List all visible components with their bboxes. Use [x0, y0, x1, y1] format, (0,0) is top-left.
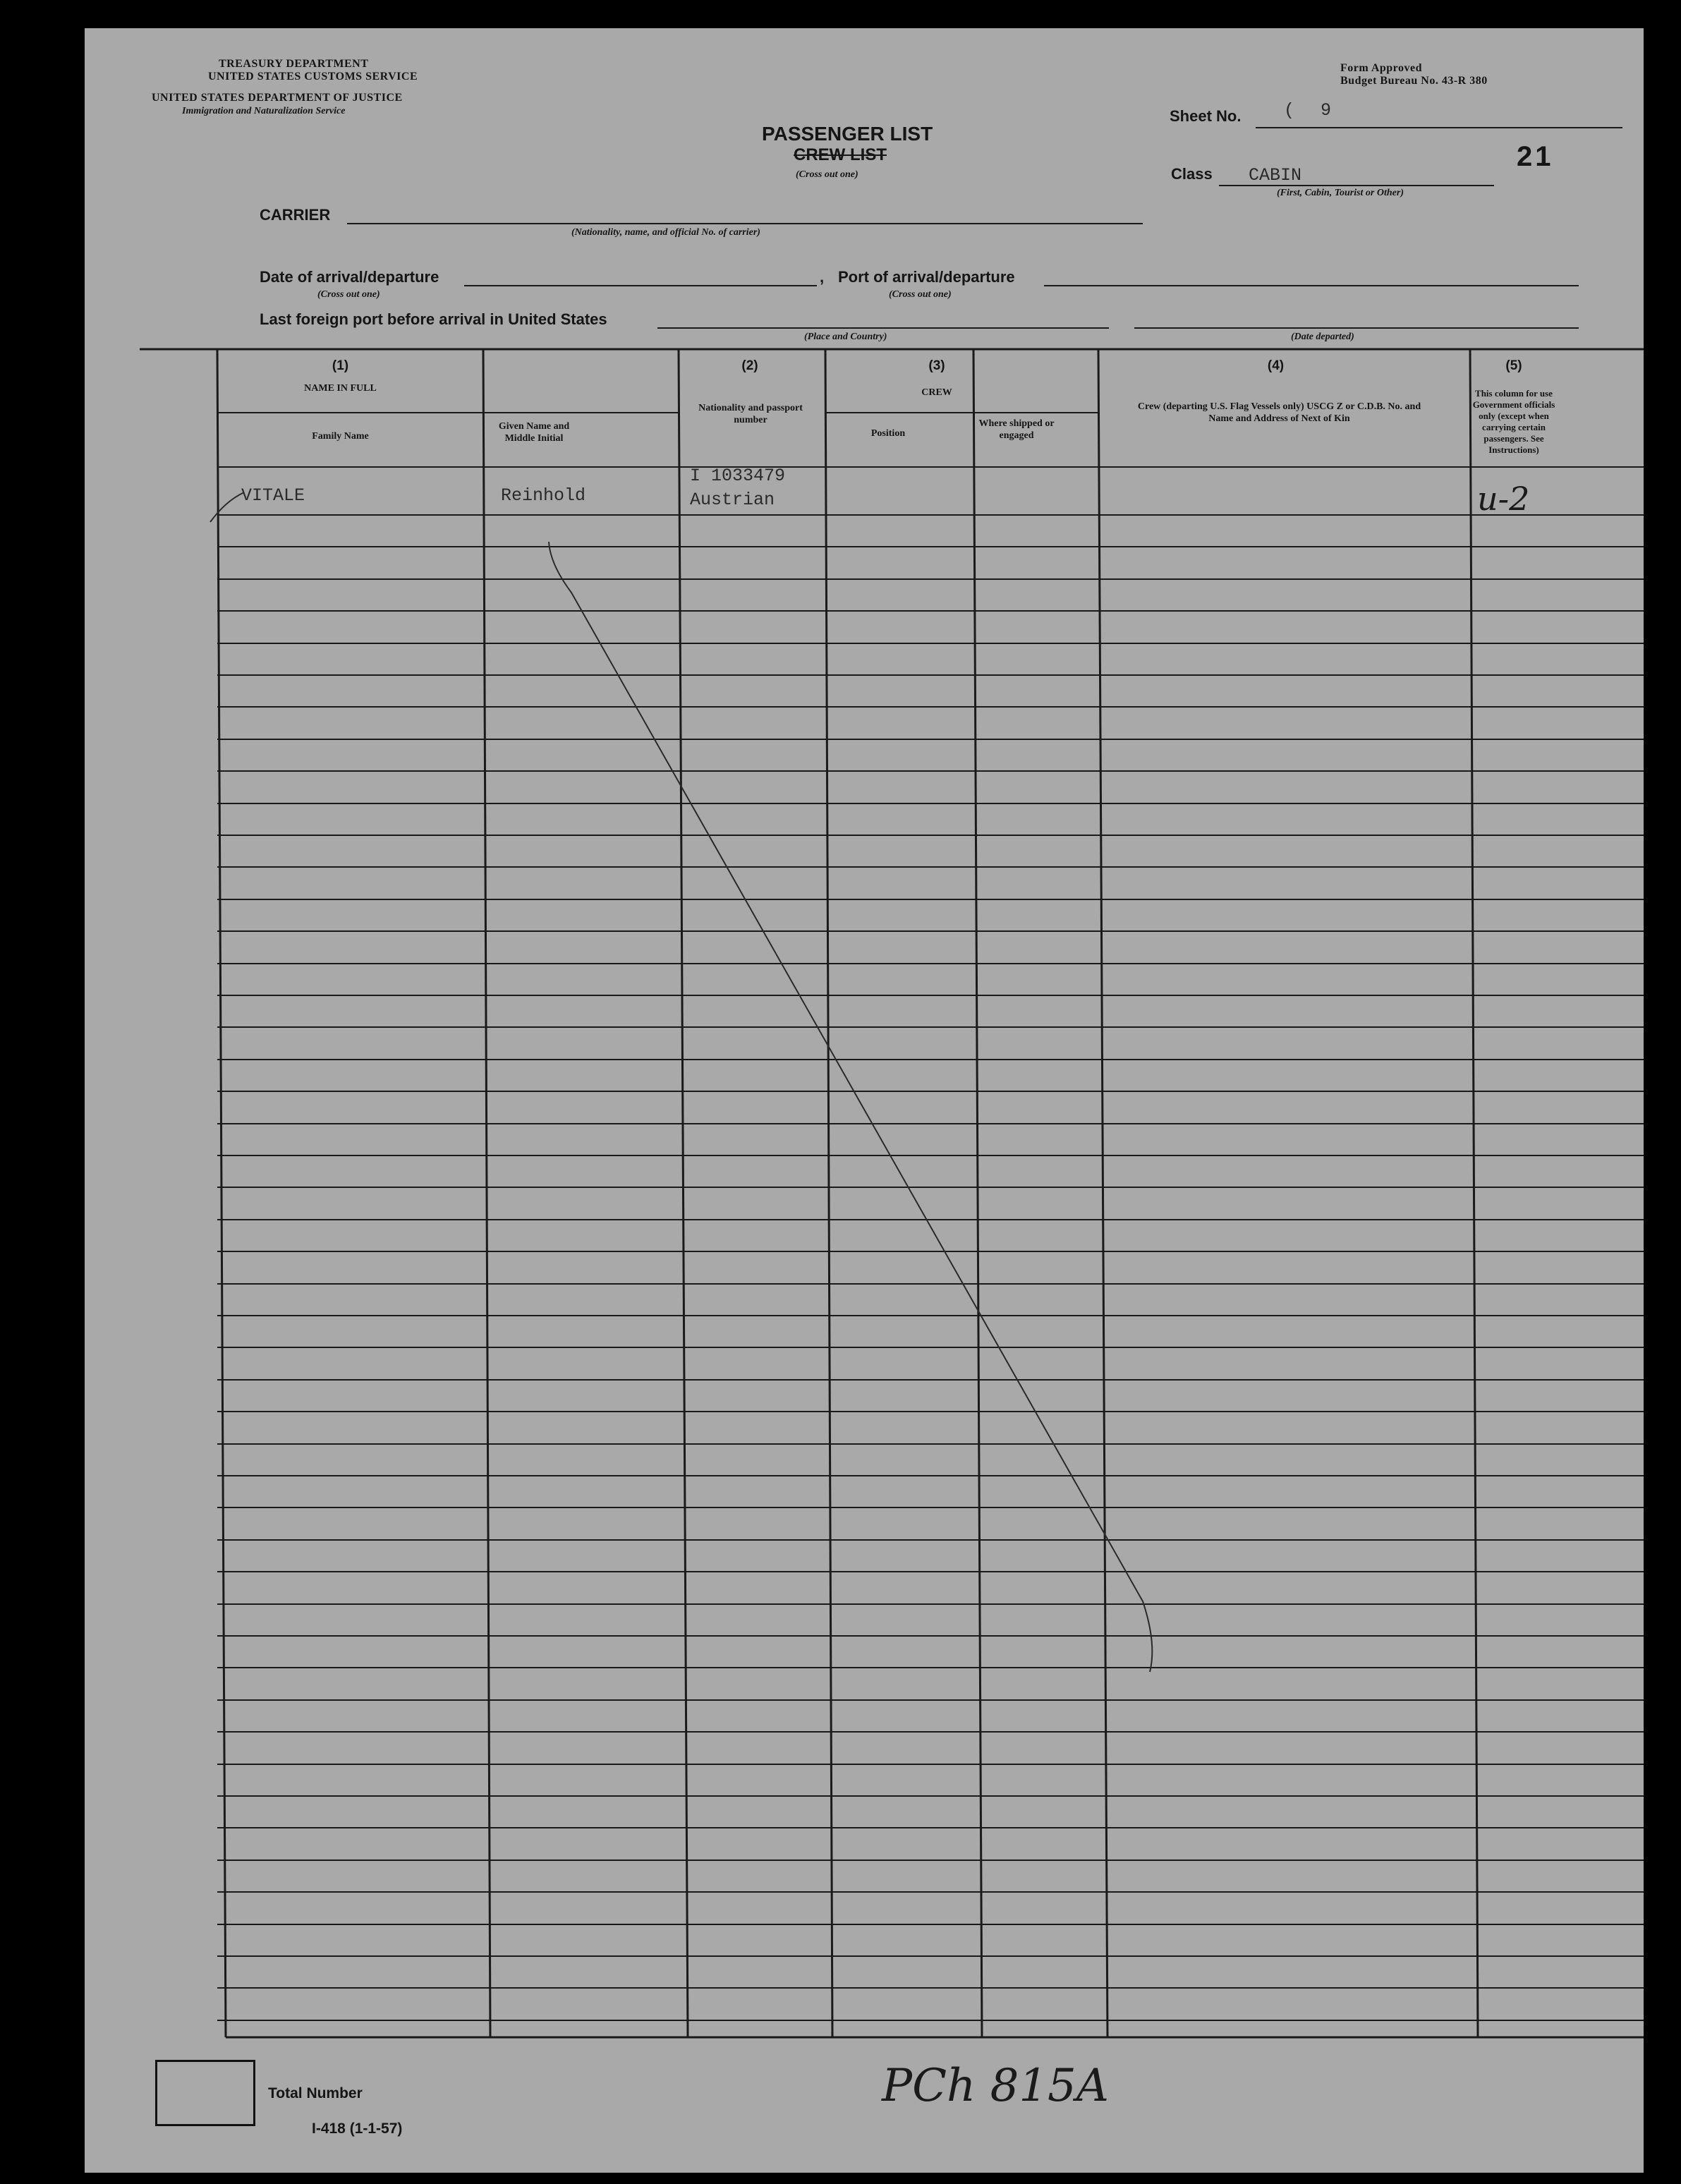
- col2-title: Nationality and passport number: [698, 403, 803, 425]
- date-departed-caption: (Date departed): [1291, 332, 1354, 342]
- sheet-paren-mark: (: [1284, 100, 1295, 121]
- class-label: Class: [1171, 165, 1213, 183]
- col1-title: NAME IN FULL: [304, 383, 377, 394]
- entry-passport: I 1033479: [690, 466, 786, 486]
- port-caption: (Cross out one): [889, 289, 952, 300]
- total-number-box: [155, 2060, 255, 2126]
- stamp-number: 21: [1517, 141, 1554, 172]
- column-line: [825, 349, 832, 2037]
- col1-number: (1): [332, 358, 349, 373]
- department-of-justice: UNITED STATES DEPARTMENT OF JUSTICE: [152, 92, 403, 104]
- entry-given-name: Reinhold: [501, 485, 586, 506]
- form-approved: Form Approved: [1340, 62, 1422, 74]
- col3-title: CREW: [921, 387, 952, 398]
- customs-service: UNITED STATES CUSTOMS SERVICE: [208, 71, 418, 83]
- entry-official-note: u-2: [1477, 480, 1530, 518]
- col3-number: (3): [928, 358, 945, 373]
- sheet-no-label: Sheet No.: [1170, 107, 1242, 125]
- crew-list-struck: CREW LIST: [794, 145, 887, 164]
- col5-number: (5): [1505, 358, 1522, 373]
- comma: ,: [820, 268, 825, 286]
- entry-nationality: Austrian: [690, 490, 775, 510]
- entry-family-name: VITALE: [241, 485, 305, 506]
- class-caption: (First, Cabin, Tourist or Other): [1277, 188, 1404, 198]
- immigration-service: Immigration and Naturalization Service: [182, 106, 346, 116]
- carrier-label: CARRIER: [260, 206, 331, 224]
- column-line: [217, 349, 226, 2037]
- carrier-caption: (Nationality, name, and official No. of carrier): [571, 227, 760, 238]
- column-line: [973, 349, 982, 2037]
- budget-bureau: Budget Bureau No. 43-R 380: [1340, 75, 1488, 87]
- port-label: Port of arrival/departure: [838, 268, 1015, 286]
- form-number: I-418 (1-1-57): [312, 2121, 403, 2137]
- column-line: [483, 349, 490, 2037]
- date-label: Date of arrival/departure: [260, 268, 439, 286]
- col5-title: This column for use Government officials only (except when carrying certain passengers. See Instructions): [1472, 388, 1555, 455]
- total-number-label: Total Number: [268, 2085, 363, 2101]
- pen-diagonal-stroke: [549, 542, 1152, 1672]
- column-line: [1098, 349, 1107, 2037]
- col4-number: (4): [1267, 358, 1285, 373]
- sheet-no-value: 9: [1321, 100, 1332, 121]
- class-value: CABIN: [1249, 165, 1302, 186]
- table-grid: [85, 28, 1644, 2173]
- form-title: PASSENGER LIST: [762, 123, 933, 145]
- passenger-list-form: [85, 28, 1644, 2173]
- given-name-header: Given Name and Middle Initial: [498, 421, 570, 444]
- column-line: [1470, 349, 1478, 2037]
- date-caption: (Cross out one): [317, 289, 380, 300]
- family-name-header: Family Name: [312, 431, 369, 442]
- place-caption: (Place and Country): [804, 332, 887, 342]
- col4-title: Crew (departing U.S. Flag Vessels only) USCG Z or C.D.B. No. and Name and Address of Next of Kin: [1137, 401, 1421, 424]
- treasury-department: TREASURY DEPARTMENT: [219, 58, 369, 70]
- col2-number: (2): [741, 358, 758, 373]
- position-header: Position: [870, 428, 906, 439]
- where-shipped-header: Where shipped or engaged: [978, 418, 1055, 441]
- last-port-label: Last foreign port before arrival in United States: [260, 310, 607, 328]
- pen-tick-mark: [210, 492, 244, 522]
- cross-out-caption: (Cross out one): [796, 169, 858, 180]
- handwritten-notation: PCh 815A: [882, 2060, 1109, 2112]
- column-line: [679, 349, 688, 2037]
